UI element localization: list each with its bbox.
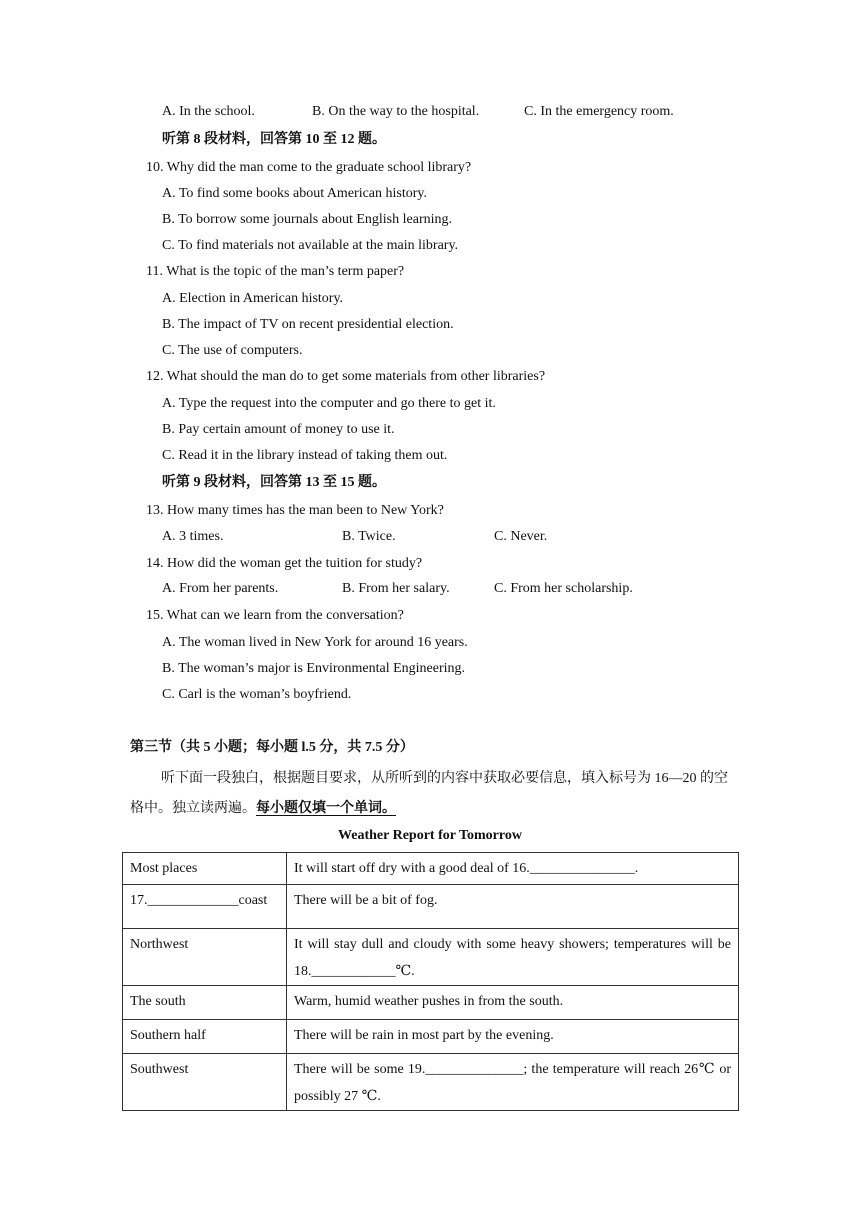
part3-instruction <box>130 764 738 824</box>
detail-cell: There will be a bit of fog. <box>287 885 739 929</box>
q13-question: 13. How many times has the man been to New York? <box>146 503 444 518</box>
q14-options <box>162 581 762 599</box>
q14-option-a: A. From her parents. <box>162 581 279 596</box>
q10-option-b: B. To borrow some journals about English learning. <box>162 212 453 227</box>
q10-option-c: C. To find materials not available at the main library. <box>162 238 459 253</box>
detail-cell: It will start off dry with a good deal of 16._______________. <box>287 853 739 885</box>
table-row <box>123 1020 739 1054</box>
table-row <box>123 1054 739 1111</box>
region-cell: Southwest <box>123 1054 287 1111</box>
region-cell: Northwest <box>123 929 287 986</box>
q11-question: 11. What is the topic of the man’s term paper? <box>146 264 405 279</box>
q10-option-a: A. To find some books about American history. <box>162 186 427 201</box>
q15-option-a: A. The woman lived in New York for around 16 years. <box>162 635 468 650</box>
section8-heading: 听第 8 段材料，回答第 10 至 12 题。 <box>162 132 386 147</box>
q11-option-b: B. The impact of TV on recent presidential election. <box>162 317 454 332</box>
q9-option-a: A. In the school. <box>162 104 255 119</box>
part3-instruction-emphasis: 每小题仅填一个单词。 <box>256 801 396 816</box>
q12-question: 12. What should the man do to get some materials from other libraries? <box>146 369 546 384</box>
part3-heading: 第三节（共 5 小题；每小题 l.5 分，共 7.5 分） <box>130 740 414 755</box>
q13-option-c: C. Never. <box>494 529 548 544</box>
q13-option-b: B. Twice. <box>342 529 396 544</box>
detail-cell: It will stay dull and cloudy with some heavy showers; temperatures will be 18.____________℃. <box>287 929 739 986</box>
q9-option-b: B. On the way to the hospital. <box>312 104 480 119</box>
detail-cell: There will be rain in most part by the evening. <box>287 1020 739 1054</box>
q12-option-c: C. Read it in the library instead of taking them out. <box>162 448 448 463</box>
q13-option-a: A. 3 times. <box>162 529 224 544</box>
q14-option-c: C. From her scholarship. <box>494 581 633 596</box>
table-row <box>123 853 739 885</box>
table-row <box>123 929 739 986</box>
detail-cell: Warm, humid weather pushes in from the south. <box>287 986 739 1020</box>
q11-option-a: A. Election in American history. <box>162 291 344 306</box>
region-cell: Most places <box>123 853 287 885</box>
q12-option-b: B. Pay certain amount of money to use it. <box>162 422 395 437</box>
q9-option-c: C. In the emergency room. <box>524 104 674 119</box>
q11-option-c: C. The use of computers. <box>162 343 303 358</box>
q10-question: 10. Why did the man come to the graduate school library? <box>146 160 472 175</box>
table-row <box>123 885 739 929</box>
table-title: Weather Report for Tomorrow <box>338 828 522 843</box>
region-cell: 17._____________coast <box>123 885 287 929</box>
section9-heading: 听第 9 段材料，回答第 13 至 15 题。 <box>162 475 386 490</box>
part3-instruction-text: 听下面一段独白，根据题目要求，从所听到的内容中获取必要信息，填入标号为 16—20 的空格中。独立读两遍。 <box>130 771 728 816</box>
detail-cell: There will be some 19.______________; the temperature will reach 26℃ or possibly 27 ℃. <box>287 1054 739 1111</box>
q15-option-b: B. The woman’s major is Environmental Engineering. <box>162 661 466 676</box>
weather-report-table <box>122 852 739 1111</box>
q14-question: 14. How did the woman get the tuition for study? <box>146 556 423 571</box>
q9-options <box>162 104 762 122</box>
q14-option-b: B. From her salary. <box>342 581 450 596</box>
table-row <box>123 986 739 1020</box>
region-cell: The south <box>123 986 287 1020</box>
q12-option-a: A. Type the request into the computer and go there to get it. <box>162 396 496 411</box>
q15-question: 15. What can we learn from the conversation? <box>146 608 404 623</box>
q15-option-c: C. Carl is the woman’s boyfriend. <box>162 687 352 702</box>
region-cell: Southern half <box>123 1020 287 1054</box>
q13-options <box>162 529 762 547</box>
